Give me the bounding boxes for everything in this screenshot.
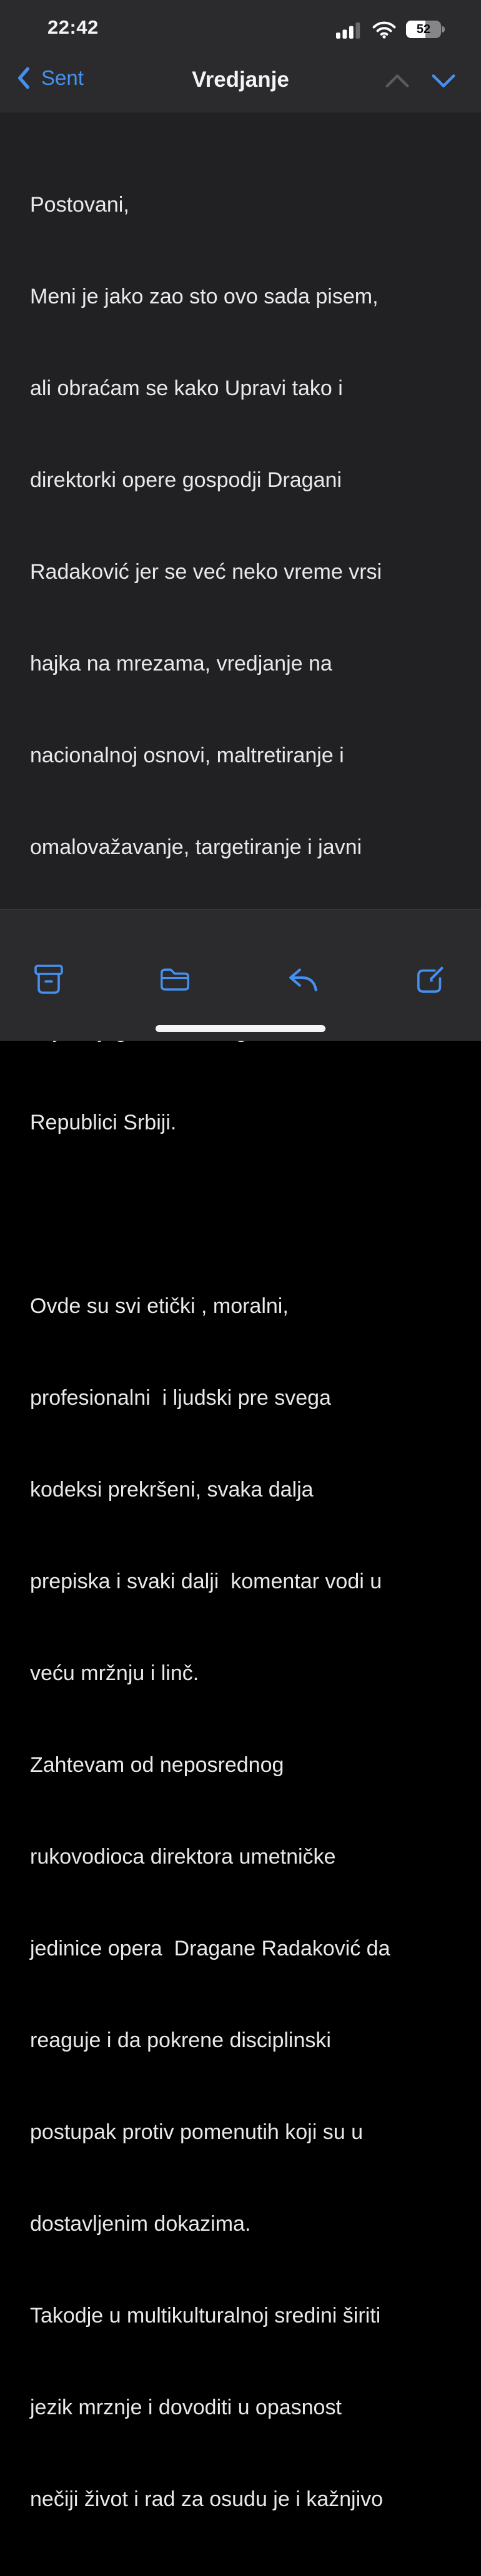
bottom-toolbar bbox=[0, 909, 481, 1041]
message-subject-title: Vredjanje bbox=[192, 67, 289, 92]
archive-icon bbox=[34, 963, 64, 996]
previous-message-button[interactable] bbox=[384, 70, 411, 92]
top-chrome bbox=[0, 0, 481, 112]
email-line: prepiska i svaki dalji komentar vodi u bbox=[30, 1570, 382, 1593]
reply-icon bbox=[286, 965, 320, 994]
email-line: jezik mrznje i dovoditi u opasnost bbox=[30, 2396, 342, 2419]
email-line: omalovažavanje, targetiranje i javni bbox=[30, 835, 362, 859]
email-line: dostavljenim dokazima. bbox=[30, 2212, 251, 2236]
email-line: Postovani, bbox=[30, 193, 129, 217]
nav-bar bbox=[0, 55, 481, 112]
battery-nub bbox=[442, 26, 445, 32]
email-line: direktorki opere gospodji Dragani bbox=[30, 468, 342, 492]
email-body bbox=[0, 112, 481, 2511]
back-button-label: Sent bbox=[41, 66, 84, 89]
reply-button[interactable] bbox=[286, 965, 320, 994]
email-line: ali obraćam se kako Upravi tako i bbox=[30, 376, 343, 400]
wifi-icon bbox=[372, 20, 397, 39]
next-message-button[interactable] bbox=[430, 70, 457, 92]
status-icons bbox=[336, 20, 441, 39]
archive-button[interactable] bbox=[34, 963, 64, 996]
folder-icon bbox=[159, 966, 191, 993]
email-line-clipped: nečiji život i rad za osudu je i kažnjivo bbox=[30, 2487, 384, 2511]
email-line: Radaković jer se već neko vreme vrsi bbox=[30, 560, 382, 584]
home-indicator[interactable] bbox=[156, 1025, 325, 1032]
email-line: Republici Srbiji. bbox=[30, 1111, 177, 1134]
battery-percent: 52 bbox=[416, 22, 431, 36]
email-line: postupak protiv pomenutih koji su u bbox=[30, 2120, 363, 2144]
battery-icon bbox=[406, 21, 441, 38]
email-line: Takodje u multikulturalnoj sredini širiti bbox=[30, 2304, 381, 2328]
email-line: Zahtevam od neposrednog bbox=[30, 1753, 284, 1777]
email-line: profesionalni i ljudski pre svega bbox=[30, 1386, 331, 1410]
email-line: jedinice opera Dragane Radaković da bbox=[30, 1937, 390, 1960]
cellular-signal-icon bbox=[336, 21, 362, 39]
move-to-folder-button[interactable] bbox=[159, 966, 191, 993]
email-line: hajka na mrezama, vredjanje na bbox=[30, 652, 332, 676]
email-line-blank bbox=[30, 1199, 459, 1230]
email-line: rukovodioca direktora umetničke bbox=[30, 1845, 336, 1869]
email-line: kodeksi prekršeni, svaka dalja bbox=[30, 1478, 314, 1502]
message-nav-controls bbox=[384, 70, 457, 92]
compose-button[interactable] bbox=[415, 963, 447, 996]
toolbar-icons bbox=[0, 963, 481, 996]
email-line: Meni je jako zao sto ovo sada pisem, bbox=[30, 285, 379, 308]
email-line: reaguje i da pokrene disciplinski bbox=[30, 2028, 331, 2052]
email-line: Ovde su svi etički , moralni, bbox=[30, 1294, 289, 1318]
email-line: nacionalnoj osnovi, maltretiranje i bbox=[30, 744, 344, 767]
compose-icon bbox=[415, 963, 447, 996]
email-line: veću mržnju i linč. bbox=[30, 1661, 199, 1685]
status-time: 22:42 bbox=[47, 16, 99, 38]
